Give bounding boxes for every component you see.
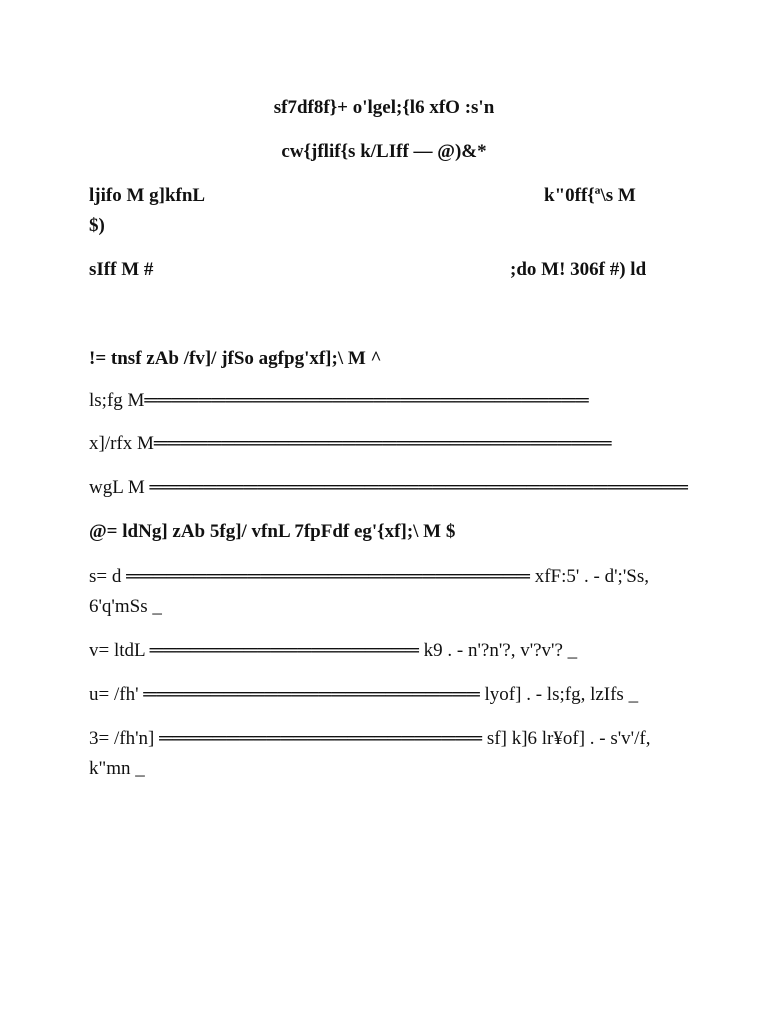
question-1-item: ls;fg M═════════════════════════════════: [89, 390, 589, 411]
exam-title: cw{jflif{s k/LIff — @)&*: [281, 141, 487, 162]
class-label: sIff M #: [89, 259, 154, 280]
question-1-item: x]/rfx M══════════════════════════════════: [89, 433, 612, 454]
question-2-heading: @= ldNg] zAb 5fg]/ vfnL 7fpFdf eg'{xf];\ M $: [89, 521, 456, 542]
question-2-item: s= d ══════════════════════════════ xfF:5' . - d';'Ss,: [89, 566, 649, 587]
subject-label: ljifo M g]kfnL: [89, 185, 206, 206]
school-title: sf7df8f}+ o'lgel;{l6 xfO :s'n: [273, 97, 495, 118]
question-2-item: u= /fh' ═════════════════════════ lyof] . - ls;fg, lzIfs _: [89, 684, 639, 705]
question-2-item-options: k"mn _: [89, 758, 145, 779]
full-marks-value: $): [89, 215, 105, 236]
full-marks-label: k"0ff{ª\s M: [544, 185, 636, 206]
question-1-heading: != tnsf zAb /fv]/ jfSo agfpg'xf];\ M ^: [89, 348, 382, 369]
question-2-item-options: 6'q'mSs _: [89, 596, 162, 617]
time-label: ;do M! 306f #) ld: [510, 259, 647, 280]
question-2-item: 3= /fh'n] ════════════════════════ sf] k]6 lr¥of] . - s'v'/f,: [89, 728, 651, 749]
question-2-item: v= ltdL ════════════════════ k9 . - n'?n'?, v'?v'? _: [89, 640, 578, 661]
question-1-item: wgL M ════════════════════════════════════════: [89, 477, 688, 498]
